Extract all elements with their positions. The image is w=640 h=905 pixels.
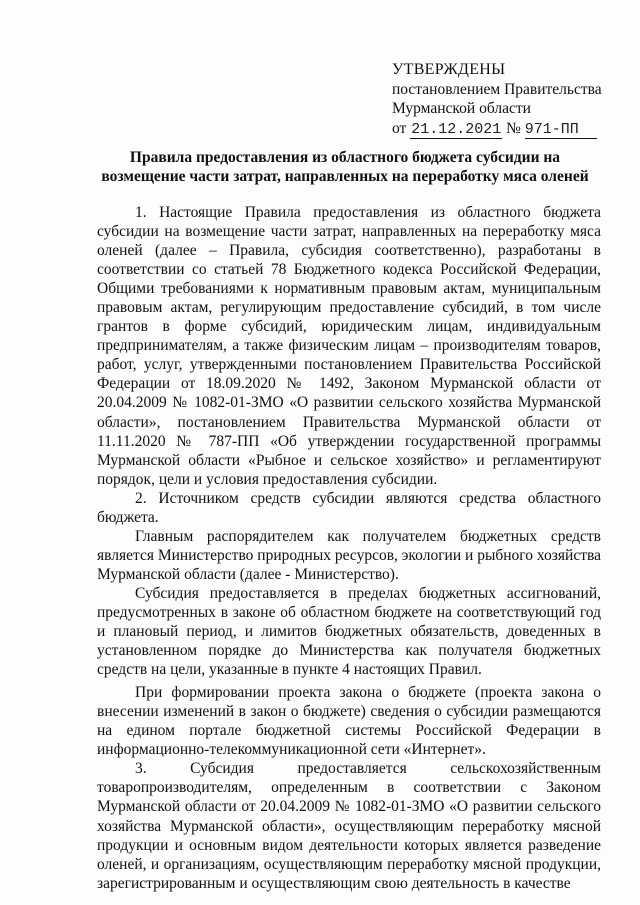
document-title-line-2: возмещение части затрат, направленных на переработку мяса оленей (101, 168, 589, 185)
approval-line-2: Мурманской области (392, 100, 531, 117)
paragraph-3: Главным распорядителем как получателем бюджетных средств является Министерство природных ресурсов, экологии и рыбного хозяйства Мурманской области (далее - Министерство). (97, 527, 601, 583)
approval-line-1: постановлением Правительства (392, 80, 602, 98)
document-body (97, 203, 601, 893)
approval-date: 21.12.2021 (411, 120, 502, 138)
approval-date-line (392, 119, 612, 139)
paragraph-5: При формировании проекта закона о бюджете (проекта закона о внесении изменений в закон о бюджете) сведения о субсидии размещаются на едином портале бюджетной системы Российской Федерации в информационно-телекоммуникационной сети «Интернет». (97, 684, 601, 759)
approval-date-prefix: от (392, 119, 407, 137)
document-title-line-1: Правила предоставления из областного бюджета субсидии на (129, 149, 561, 166)
paragraph-6: 3. Субсидия предоставляется сельскохозяйственным товаропроизводителям, определенным в соответствии с Законом Мурманской области от 20.04.2009 № 1082-01-ЗМО «О развитии сельского хозяйства Мурманской области», осуществляющим переработку мясной продукции и основным видом деятельности которых является разведение оленей, и организациям, осуществляющим переработку мясной продукции, зарегистрированным и осуществляющим свою деятельность в качестве (97, 760, 601, 892)
approval-title: УТВЕРЖДЕНЫ (392, 61, 506, 78)
document-title (90, 148, 600, 186)
paragraph-4: Субсидия предоставляется в пределах бюджетных ассигнований, предусмотренных в законе об областном бюджете на соответствующий год и плановый период, и лимитов бюджетных обязательств, доведенных в установленном порядке до Министерства как получателя бюджетных средств на цели, указанные в пункте 4 настоящих Правил. (97, 584, 601, 679)
approval-stamp (392, 60, 612, 139)
paragraph-2: 2. Источником средств субсидии являются средства областного бюджета. (97, 489, 601, 526)
paragraph-1: 1. Настоящие Правила предоставления из областного бюджета субсидии на возмещение части затрат, направленных на переработку мяса оленей (далее – Правила, субсидия соответственно), разработаны в соответствии со статьей 78 Бюджетного кодекса Российской Федерации, Общими требованиями к нормативным правовым актам, муниципальным правовым актам, регулирующим предоставление субсидий, в том числе грантов в форме субсидий, юридическим лицам, индивидуальным предпринимателям, а также физическим лицам – производителям товаров, работ, услуг, утвержденными постановлением Правительства Российской Федерации от 18.09.2020 № 1492, Законом Мурманской области от 20.04.2009 № 1082-01-ЗМО «О развитии сельского хозяйства Мурманской области», постановлением Правительства Мурманской области от 11.11.2020 № 787-ПП «Об утверждении государственной программы Мурманской области «Рыбное и сельское хозяйство» и регламентируют порядок, цели и условия предоставления субсидии. (97, 204, 601, 488)
approval-number-prefix: № (506, 119, 521, 137)
approval-number: 971-ПП (525, 121, 597, 139)
